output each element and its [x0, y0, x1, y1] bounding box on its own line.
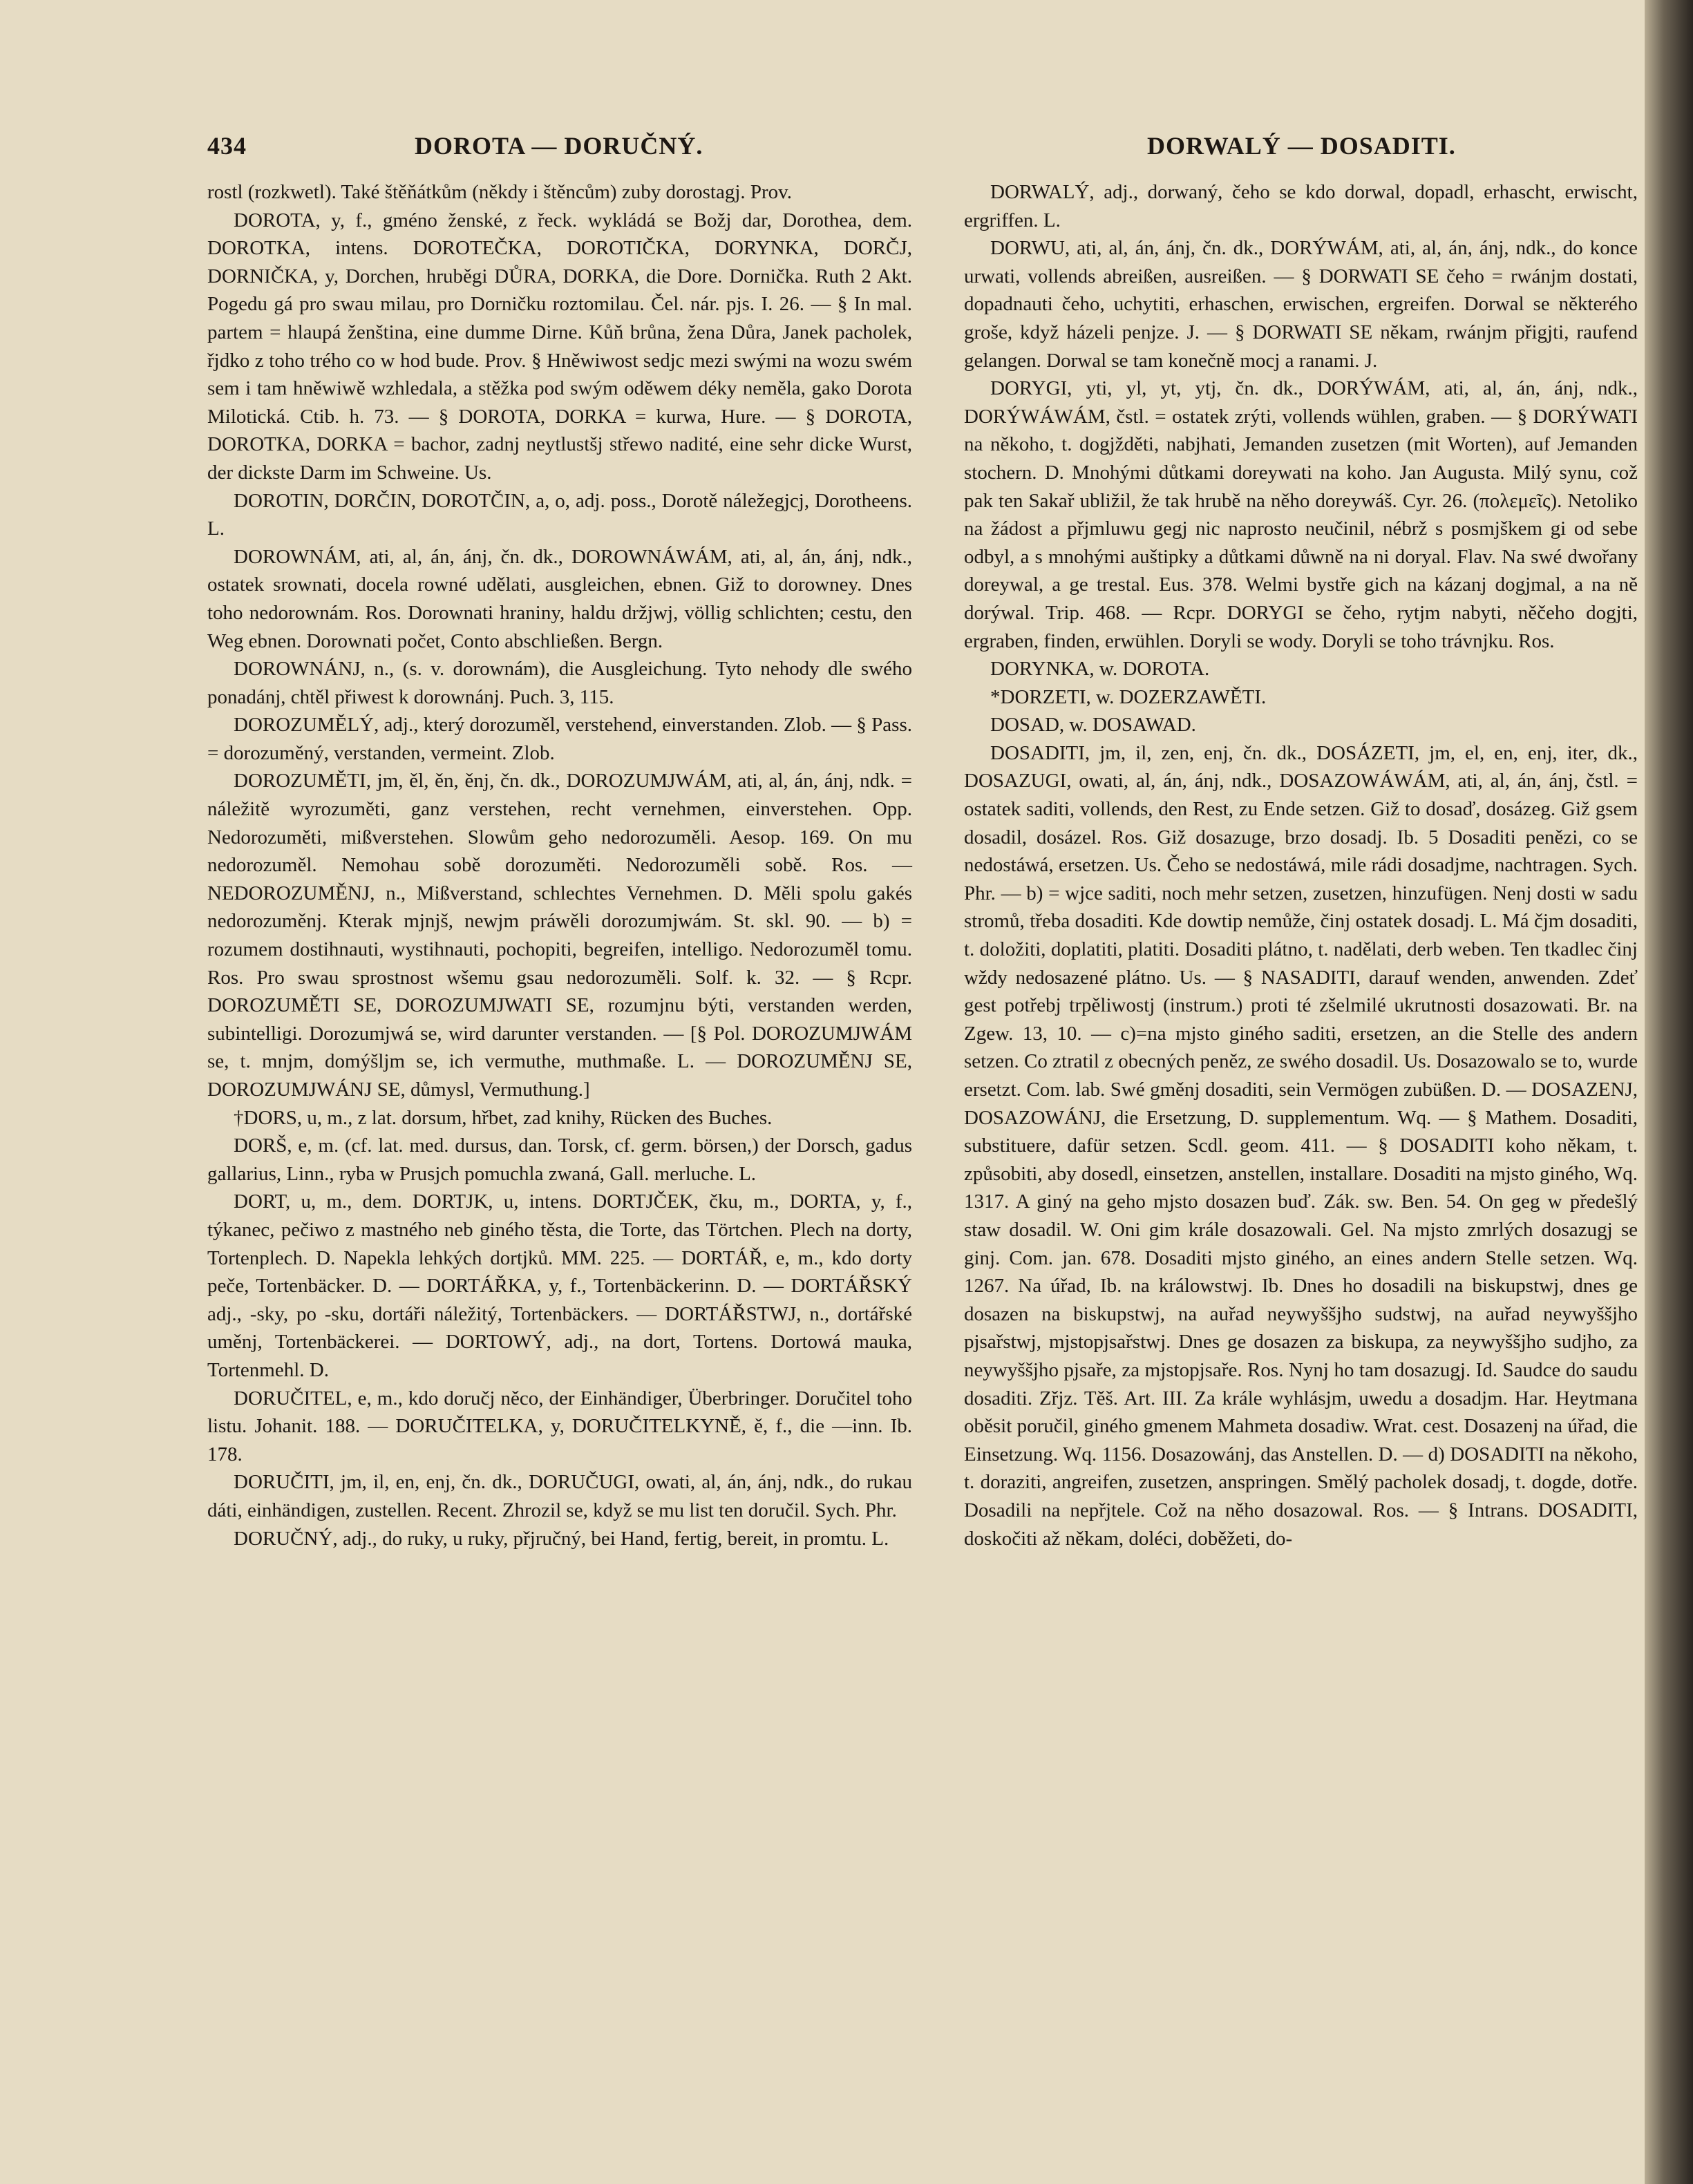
- left-column: [207, 178, 912, 1552]
- entry-dorwaly: DORWALÝ, adj., dorwaný, čeho se kdo dorwal, dopadl, erhascht, erwischt, ergriffen. L.: [964, 181, 1638, 231]
- entry-dorownam: DOROWNÁM, ati, al, án, ánj, čn. dk., DOROWNÁWÁM, ati, al, án, ánj, ndk., ostatek srownati, docela rowné udělati, ausgleichen, ebnen. Giž to dorowney. Dnes toho nedorownám. Ros. Dorownati hraniny, haldu držjwj, völlig schlichten; cestu, den Weg ebnen. Dorownati počet, Conto abschließen. Bergn.: [207, 545, 912, 652]
- entry-dorsch: DORŠ, e, m. (cf. lat. med. dursus, dan. Torsk, cf. germ. börsen,) der Dorsch, gadus gallarius, Linn., ryba w Prusjch pomuchla zwaná, Gall. merluche. L.: [207, 1134, 912, 1185]
- entry-dorzeti: *DORZETI, w. DOZERZAWĚTI.: [990, 685, 1267, 708]
- entry-dors: †DORS, u, m., z lat. dorsum, hřbet, zad knihy, Rücken des Buches.: [234, 1106, 773, 1129]
- entry-dorynka: DORYNKA, w. DOROTA.: [990, 658, 1210, 681]
- entry-dorota: DOROTA, y, f., gméno ženské, z řeck. wykládá se Božj dar, Dorothea, dem. DOROTKA, intens. DOROTEČKA, DOROTIČKA, DORYNKA, DORČJ, DORNIČKA, y, Dorchen, hruběgi DŮRA, DORKA, die Dore. Dornička. Ruth 2 Akt. Pogedu gá pro swau milau, pro Dorničku roztomilau. Čel. nár. pjs. I. 26. — § In mal. partem = hlaupá ženština, eine dumme Dirne. Kůň brůna, žena Důra, Janek pacholek, řjdko z toho trého co w hod bude. Prov. § Hněwiwost sedjc mezi swými na wozu swém sem i tam hněwiwě wzhledala, a stěžka pod swým oděwem déky neměla, gako Dorota Milotická. Ctib. h. 73. — § DOROTA, DORKA = kurwa, Hure. — § DOROTA, DOROTKA, DORKA = bachor, zadnj neytlustšj střewo nadité, eine sehr dicke Wurst, der dickste Darm im Schweine. Us.: [207, 209, 912, 484]
- entry-dosaditi: DOSADITI, jm, il, zen, enj, čn. dk., DOSÁZETI, jm, el, en, enj, iter, dk., DOSAZUGI, owati, al, án, ánj, ndk., DOSAZOWÁWÁM, ati, al, án, ánj, čstl. = ostatek saditi, vollends, den Rest, zu Ende setzen. Giž to dosaď, dosázeg. Giž gsem dosadil, dosázel. Ros. Giž dosazuge, brzo dosadj. Ib. 5 Dosaditi penězi, co se nedostáwá, ersetzen. Us. Čeho se nedostáwá, mile rádi dosadjme, nachtragen. Sych. Phr. — b) = wjce saditi, noch mehr setzen, zusetzen, hinzufügen. Nenj dosti w sadu stromů, třeba dosaditi. Kde dowtip nemůže, činj ostatek dosadj. L. Má čjm dosaditi, t. doložiti, doplatiti, platiti. Dosaditi plátno, t. nadělati, derb weben. Ten tkadlec činj wždy nedosazené plátno. Us. — § NASADITI, darauf wenden, anwenden. Zdeť gest potřebj trpěliwostj (instrum.) proti té zšelmilé ukrutnosti dosazowati. Br. na Zgew. 13, 10. — c)=na mjsto giného saditi, ersetzen, an die Stelle des andern setzen. Co ztratil z obecných peněz, ze swého dosadil. Us. Dosazowalo se to, wurde ersetzt. Com. lab. Swé gměnj dosaditi, sein Vermögen zubüßen. D. — DOSAZENJ, DOSAZOWÁNJ, die Ersetzung, D. supplementum. Wq. — § Mathem. Dosaditi, substituere, dafür setzen. Scdl. geom. 411. — § DOSADITI koho někam, t. způsobiti, aby dosedl, einsetzen, anstellen, installare. Dosaditi na mjsto giného, Wq. 1317. A giný na geho mjsto dosazen buď. Zák. sw. Ben. 54. On geg w předešlý staw dosadil. W. Oni gim krále dosazowali. Gel. Na mjsto zmrlých dosazugj se ginj. Com. jan. 678. Dosaditi mjsto giného, an eines andern Stelle setzen. Wq. 1267. Na úřad, Ib. na králowstwj. Ib. Dnes ho dosadili na biskupstwj, dnes ge dosazen na biskupstwj, na auřad neywyššjho sudstwj, na auřad neywyššjho pjsařstwj, mjstopjsařstwj. Dnes ge dosazen za biskupa, za neywyššjho sudjho, za neywyššjho pjsaře, za mjstopjsaře. Ros. Nynj ho tam dosazugj. Id. Saudce do saudu dosaditi. Zřjz. Těš. Art. III. Za krále wyhlásjm, uwedu a dosadjm. Har. Heytmana oběsit poručil, giného gmenem Mahmeta dosadiw. Wrat. cest. Dosazenj na úřad, die Einsetzung. Wq. 1156. Dosazowánj, das Anstellen. D. — d) DOSADITI na někoho, t. doraziti, angreifen, zusetzen, anspringen. Smělý pacholek dosadj, t. dogde, dotře. Dosadili na nepřjtele. Což na něho dosazowal. Ros. — § Intrans. DOSADITI, doskočiti až někam, doléci, doběžeti, do-: [964, 741, 1638, 1550]
- entry-dosad: DOSAD, w. DOSAWAD.: [990, 714, 1196, 737]
- running-head: [207, 131, 1645, 166]
- entry-dorozumeti: DOROZUMĚTI, jm, ěl, ěn, ěnj, čn. dk., DOROZUMJWÁM, ati, al, án, ánj, ndk. = náležitě wyrozuměti, ganz verstehen, recht vernehmen, einverstehen. Opp. Nedorozuměti, mißverstehen. Slowům geho nedorozuměli. Aesop. 169. On mu nedorozuměl. Nemohau sobě dorozuměti. Nedorozuměli sobě. Ros. — NEDOROZUMĚNJ, n., Mißverstand, schlechtes Vernehmen. D. Měli spolu gakés nedorozuměnj. Kterak mjnjš, newjm práwěli dorozumjwám. St. skl. 90. — b) = rozumem dostihnauti, wystihnauti, pochopiti, begreifen, intelligo. Nedorozuměl tomu. Ros. Pro swau sprostnost wšemu gsau nedorozuměli. Solf. k. 32. — § Rcpr. DOROZUMĚTI SE, DOROZUMJWATI SE, rozumjnu býti, verstanden werden, subintelligi. Dorozumjwá se, wird darunter verstanden. — [§ Pol. DOROZUMJWÁM se, t. mnjm, domýšljm se, ich vermuthe, muthmaße. L. — DOROZUMĚNJ SE, DOROZUMJWÁNJ SE, důmysl, Vermuthung.]: [207, 770, 912, 1101]
- left-running-title: DOROTA — DORUČNÝ.: [415, 132, 703, 160]
- right-running-title: DORWALÝ — DOSADITI.: [1147, 132, 1456, 160]
- entry-dorucny: DORUČNÝ, adj., do ruky, u ruky, přjručný, bei Hand, fertig, bereit, in promtu. L.: [234, 1527, 889, 1550]
- entry-dorwu: DORWU, ati, al, án, ánj, čn. dk., DORÝWÁM, ati, al, án, ánj, ndk., do konce urwati, vollends abreißen, ausreißen. — § DORWATI SE čeho = rwánjm dostati, dopadnauti čeho, uchytiti, erhaschen, erwischen, ergreifen. Dorwal se některého groše, když házeli penjze. J. — § DORWATI SE někam, rwánjm přigjti, raufend gelangen. Dorwal se tam konečně mocj a ranami. J.: [964, 237, 1638, 372]
- entry-dort: DORT, u, m., dem. DORTJK, u, intens. DORTJČEK, čku, m., DORTA, y, f., týkanec, pečiwo z mastného neb giného těsta, die Torte, das Törtchen. Plech na dorty, Tortenplech. D. Napekla lehkých dortjků. MM. 225. — DORTÁŘ, e, m., kdo dorty peče, Tortenbäcker. D. — DORTÁŘKA, y, f., Tortenbäckerinn. D. — DORTÁŘSKÝ adj., -sky, po -sku, dortáři náležitý, Tortenbäckers. — DORTÁŘSTWJ, n., dortářské uměnj, Tortenbäckerei. — DORTOWÝ, adj., na dort, Tortens. Dortowá mauka, Tortenmehl. D.: [207, 1190, 912, 1381]
- entry-dorygi: DORYGI, yti, yl, yt, ytj, čn. dk., DORÝWÁM, ati, al, án, ánj, ndk., DORÝWÁWÁM, čstl. = ostatek zrýti, vollends wühlen, graben. — § DORÝWATI na někoho, t. dogjžděti, nabjhati, Jemanden zusetzen (mit Worten), auf Jemanden stochern. D. Mnohými důtkami doreywati na koho. Jan Augusta. Milý synu, což pak ten Sakař ubližil, že tak hrubě na něho doreywáš. Cyr. 26. (πολεμεῖς). Netoliko na žádost a přjmluwu gegj nic naprosto neučinil, nébrž s posmjškem gi od sebe odbyl, a s mnohými auštipky a důtkami důwně na ni doryal. Flav. Na swé dwořany doreywal, a ge trestal. Eus. 378. Welmi bystře gich na kázanj dogjmal, a na ně dorýwal. Trip. 468. — Rcpr. DORYGI se čeho, rytjm nabyti, něčeho dogjti, ergraben, finden, erwühlen. Doryli se wody. Doryli se toho trávnjku. Ros.: [964, 377, 1638, 652]
- entry-dorownani: DOROWNÁNJ, n., (s. v. dorownám), die Ausgleichung. Tyto nehody dle swého ponadánj, chtěl přiwest k dorownánj. Puch. 3, 115.: [207, 658, 912, 708]
- book-gutter-shadow: [1645, 0, 1693, 2184]
- entry-dorucitel: DORUČITEL, e, m., kdo doručj něco, der Einhändiger, Überbringer. Doručitel toho listu. Johanit. 188. — DORUČITELKA, y, DORUČITELKYNĚ, ě, f., die —inn. Ib. 178.: [207, 1387, 912, 1465]
- entry-doruciti: DORUČITI, jm, il, en, enj, čn. dk., DORUČUGI, owati, al, án, ánj, ndk., do rukau dáti, einhändigen, zustellen. Recent. Zhrozil se, když se mu list ten doručil. Sych. Phr.: [207, 1471, 912, 1521]
- page-number: 434: [207, 132, 247, 160]
- entry-continuation: rostl (rozkwetl). Také štěňátkům (někdy i štěncům) zuby dorostagj. Prov.: [207, 181, 793, 203]
- entry-dorotin: DOROTIN, DORČIN, DOROTČIN, a, o, adj. poss., Dorotě náležegjcj, Dorotheens. L.: [207, 489, 912, 540]
- right-column: [964, 178, 1638, 1552]
- entry-dorozumely: DOROZUMĚLÝ, adj., který dorozuměl, verstehend, einverstanden. Zlob. — § Pass. = dorozuměný, verstanden, vermeint. Zlob.: [207, 714, 912, 764]
